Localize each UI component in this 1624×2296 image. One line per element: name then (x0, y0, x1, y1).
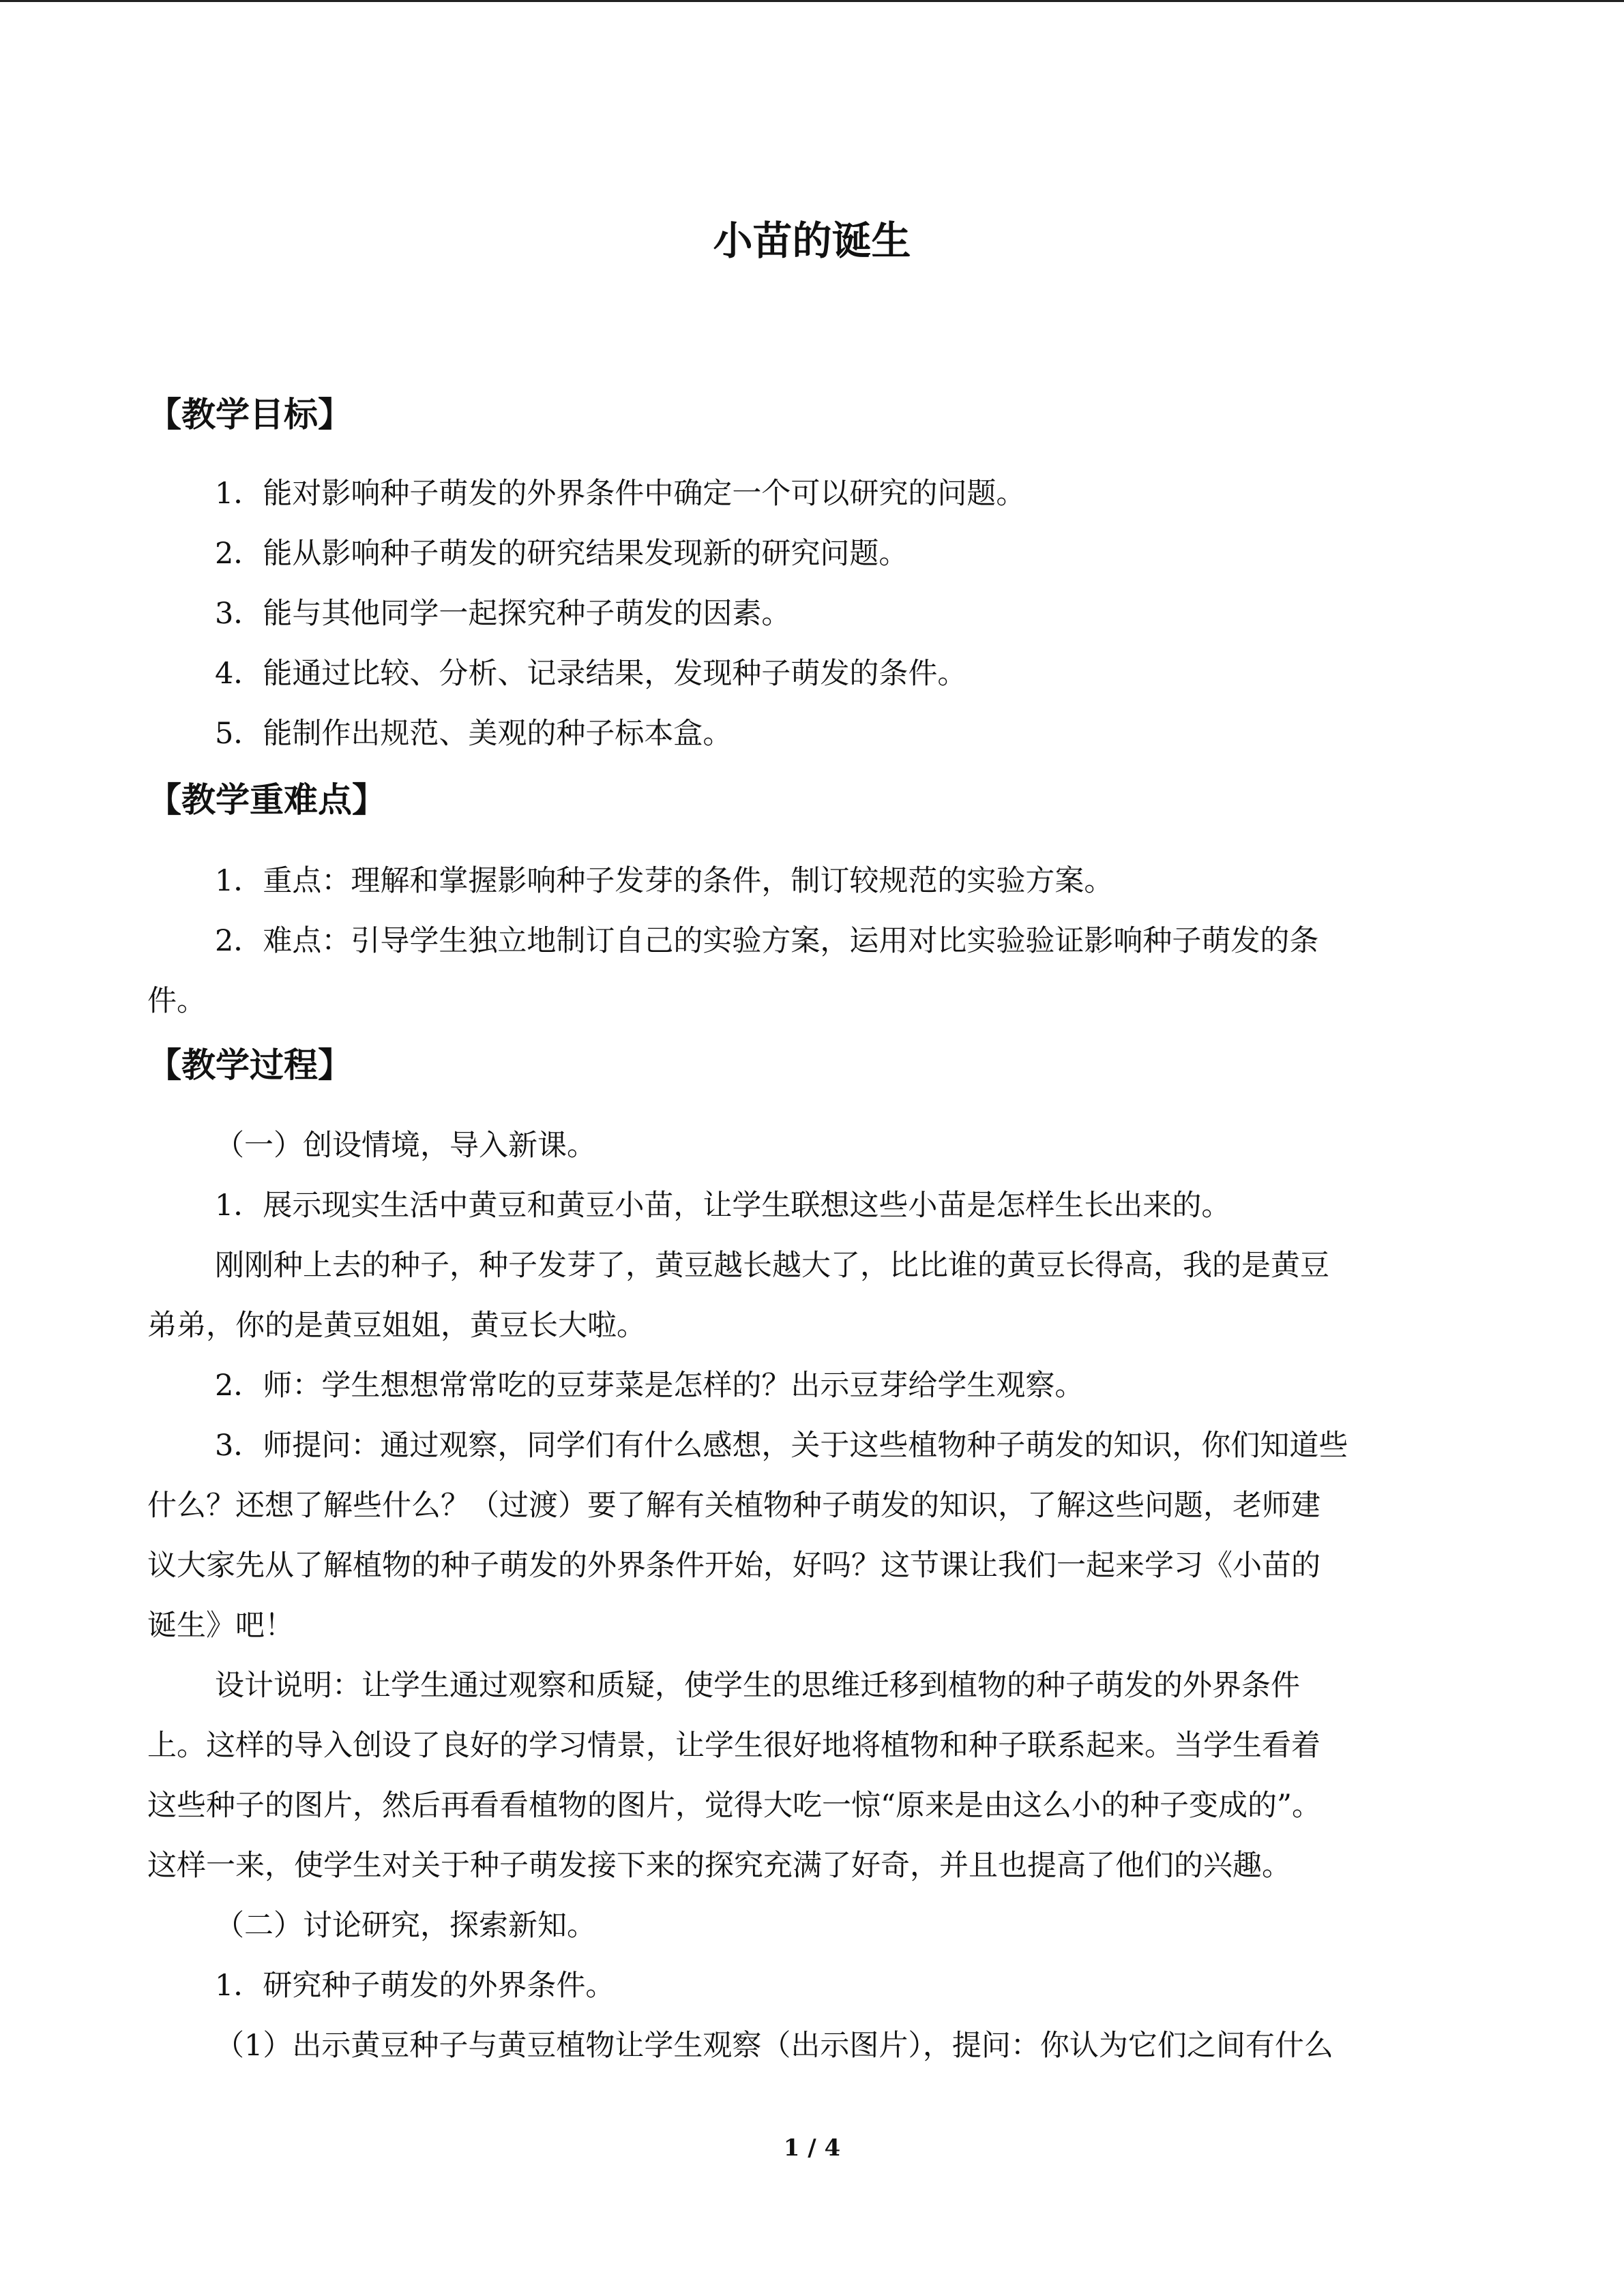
process-line: 设计说明：让学生通过观察和质疑，使学生的思维迁移到植物的种子萌发的外界条件 (215, 1669, 1300, 1703)
process-line: 1．研究种子萌发的外界条件。 (215, 1969, 615, 2003)
process-line: 刚刚种上去的种子，种子发芽了，黄豆越长越大了，比比谁的黄豆长得高，我的是黄豆 (215, 1249, 1329, 1283)
document-title: 小苗的诞生 (713, 218, 911, 264)
process-line: （1）出示黄豆种子与黄豆植物让学生观察（出示图片），提问：你认为它们之间有什么 (215, 2029, 1333, 2063)
process-line: 3．师提问：通过观察，同学们有什么感想，关于这些植物种子萌发的知识，你们知道些 (215, 1429, 1348, 1463)
process-line: 议大家先从了解植物的种子萌发的外界条件开始，好吗？这节课让我们一起来学习《小苗的 (147, 1549, 1320, 1583)
objective-item: 5．能制作出规范、美观的种子标本盒。 (215, 717, 733, 751)
section-heading-key-points: 【教学重难点】 (147, 780, 386, 820)
key-point-line: 件。 (147, 984, 206, 1018)
process-line: 这些种子的图片，然后再看看植物的图片，觉得大吃一惊“原来是由这么小的种子变成的”。 (147, 1789, 1321, 1823)
objective-item: 4．能通过比较、分析、记录结果，发现种子萌发的条件。 (215, 657, 967, 691)
objective-item: 3．能与其他同学一起探究种子萌发的因素。 (215, 597, 791, 631)
process-line: 弟弟，你的是黄豆姐姐，黄豆长大啦。 (147, 1309, 646, 1343)
process-line: 上。这样的导入创设了良好的学习情景，让学生很好地将植物和种子联系起来。当学生看着 (147, 1729, 1320, 1763)
objective-item: 1．能对影响种子萌发的外界条件中确定一个可以研究的问题。 (215, 477, 1026, 511)
section-heading-objectives: 【教学目标】 (147, 395, 352, 434)
process-line: 诞生》吧！ (147, 1609, 294, 1643)
key-point-line: 2．难点：引导学生独立地制订自己的实验方案，运用对比实验验证影响种子萌发的条 (215, 924, 1319, 958)
objective-item: 2．能从影响种子萌发的研究结果发现新的研究问题。 (215, 537, 909, 571)
process-line: （一）创设情境，导入新课。 (215, 1129, 596, 1163)
process-line: 什么？还想了解些什么？（过渡）要了解有关植物种子萌发的知识，了解这些问题，老师建 (147, 1489, 1320, 1523)
section-heading-process: 【教学过程】 (147, 1045, 352, 1085)
process-line: 2．师：学生想想常常吃的豆芽菜是怎样的？出示豆芽给学生观察。 (215, 1369, 1084, 1403)
process-line: 1．展示现实生活中黄豆和黄豆小苗，让学生联想这些小苗是怎样生长出来的。 (215, 1189, 1231, 1223)
page-top-border (0, 0, 1624, 2)
process-line: （二）讨论研究，探索新知。 (215, 1909, 596, 1943)
page-number: 1 / 4 (783, 2134, 841, 2162)
key-point-line: 1．重点：理解和掌握影响种子发芽的条件，制订较规范的实验方案。 (215, 864, 1114, 898)
process-line: 这样一来，使学生对关于种子萌发接下来的探究充满了好奇，并且也提高了他们的兴趣。 (147, 1849, 1291, 1883)
